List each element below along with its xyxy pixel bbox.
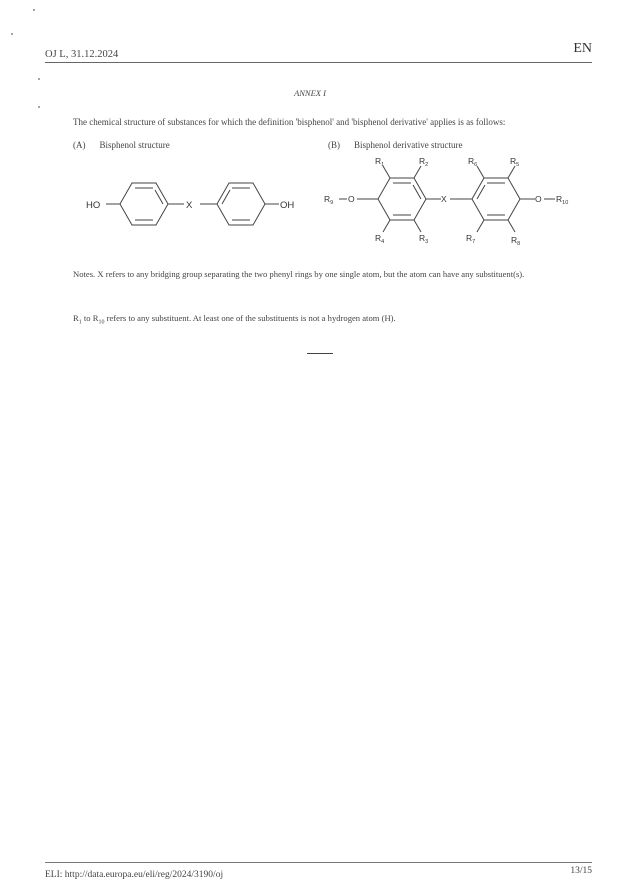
r6-subscript: 6 (474, 162, 478, 168)
structure-b-label (328, 140, 462, 150)
header-divider (45, 62, 592, 63)
r9-label: $R_9$ (324, 194, 334, 206)
r5-label: $R_5$ (510, 156, 520, 168)
r2-subscript: 2 (425, 162, 429, 168)
r4-subscript: 4 (381, 239, 385, 245)
hydroxyl-left-label: HO (86, 200, 101, 211)
r4-label: $R_4$ (375, 233, 385, 245)
r9-subscript: 9 (330, 200, 334, 206)
journal-reference: OJ L, 31.12.2024 (45, 49, 119, 60)
oxygen-left-label: O (348, 194, 355, 204)
phenyl-ring-right (217, 183, 265, 225)
footer-divider (45, 862, 592, 863)
bridge-x-label: X (186, 200, 193, 211)
r8-label: $R_8$ (511, 235, 521, 247)
r-from-subscript: 1 (78, 319, 82, 326)
bridge-x-label: X (441, 194, 447, 204)
scan-mark (38, 78, 40, 80)
r2-label: $R_2$ (419, 156, 429, 168)
r-to-subscript: 10 (98, 319, 105, 326)
page-number: 13/15 (570, 866, 592, 876)
scan-mark (38, 106, 40, 108)
bisphenol-structure-diagram (80, 160, 310, 250)
r3-label: $R_3$ (419, 233, 429, 245)
r8-subscript: 8 (517, 241, 521, 247)
bisphenol-derivative-structure-diagram (322, 155, 582, 255)
r-note-text: refers to any substituent. At least one of the substituents is not a hydrogen atom (H). (106, 313, 396, 323)
structure-a-label (73, 140, 170, 150)
intro-text: The chemical structure of substances for which the definition 'bisphenol' and 'bisphenol derivative' applies is as follows: (73, 117, 506, 127)
r5-subscript: 5 (516, 162, 520, 168)
r1-label: $R_1$ (375, 156, 385, 168)
structure-b-letter: (B) (328, 140, 340, 150)
language-code: EN (573, 41, 592, 56)
r1-subscript: 1 (381, 162, 385, 168)
scan-mark (11, 33, 13, 35)
structure-a-title: Bisphenol structure (99, 140, 170, 150)
phenyl-ring-left (378, 178, 426, 220)
substituent-note: $R_1$ to $R_{10}$ refers to any substituent. At least one of the substituents is not a hydrogen atom (H). (73, 313, 396, 326)
phenyl-ring-right (472, 178, 520, 220)
annex-title: ANNEX I (294, 88, 326, 98)
r7-subscript: 7 (472, 239, 476, 245)
scan-mark (33, 9, 35, 11)
end-of-annex-rule (307, 353, 333, 354)
r10-label: $R_{10}$ (556, 194, 569, 206)
r7-label: $R_7$ (466, 233, 476, 245)
structure-b-title: Bisphenol derivative structure (354, 140, 463, 150)
r10-subscript: 10 (562, 200, 569, 206)
r6-label: $R_6$ (468, 156, 478, 168)
phenyl-ring-left (120, 183, 168, 225)
notes-paragraph: Notes. X refers to any bridging group separating the two phenyl rings by one single atom, but the atom can have any substituent(s). (73, 269, 525, 279)
hydroxyl-right-label: OH (280, 200, 295, 211)
r-note-connector: to (83, 313, 91, 323)
structure-a-letter: (A) (73, 140, 86, 150)
r3-subscript: 3 (425, 239, 429, 245)
oxygen-right-label: O (535, 194, 542, 204)
eli-link[interactable]: ELI: http://data.europa.eu/eli/reg/2024/3190/oj (45, 870, 224, 880)
